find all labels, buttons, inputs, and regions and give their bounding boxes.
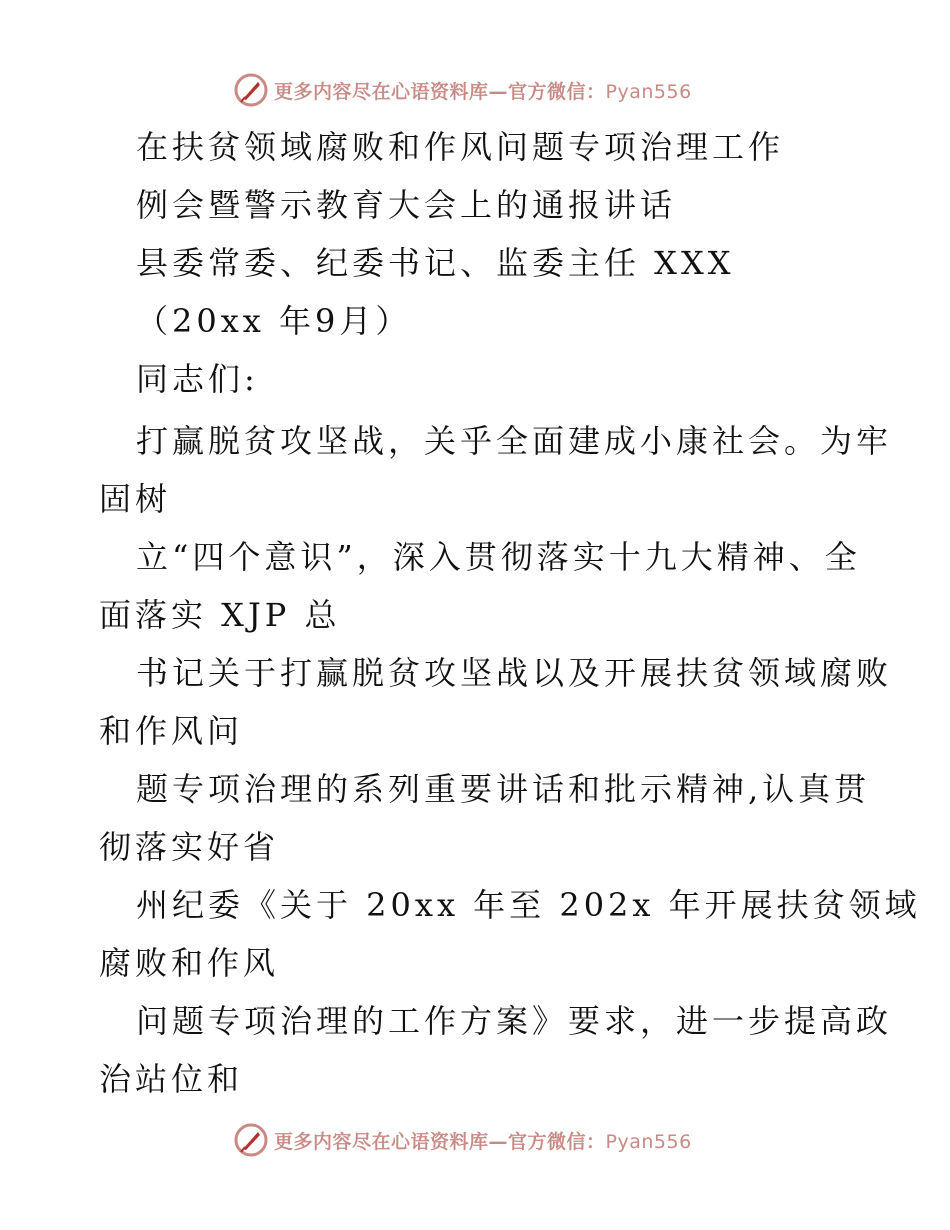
watermark-wechat-id: Pyan556	[605, 1130, 692, 1153]
body-line: 面落实 XJP 总	[99, 596, 341, 634]
watermark-text: 更多内容尽在心语资料库—官方微信：	[274, 80, 606, 103]
body-line: 打赢脱贫攻坚战，关乎全面建成小康社会。为牢	[136, 422, 893, 460]
title-line-1: 在扶贫领域腐败和作风问题专项治理工作	[136, 128, 785, 166]
quill-logo-icon	[234, 1123, 268, 1157]
body-line: 固树	[99, 480, 172, 518]
watermark-text: 更多内容尽在心语资料库—官方微信：	[274, 1130, 606, 1153]
body-line: 彻落实好省	[99, 828, 280, 866]
quill-logo-icon	[234, 73, 268, 107]
body-line: 立“四个意识”，深入贯彻落实十九大精神、全	[136, 538, 861, 576]
title-line-2: 例会暨警示教育大会上的通报讲话	[136, 186, 677, 224]
body-line: 州纪委《关于 20xx 年至 202x 年开展扶贫领域	[136, 886, 921, 924]
body-line: 书记关于打赢脱贫攻坚战以及开展扶贫领域腐败	[136, 654, 893, 692]
footer-watermark	[234, 1122, 692, 1158]
body-line: 和作风问	[99, 712, 244, 750]
date-line: （20xx 年9月）	[136, 302, 412, 340]
body-line: 腐败和作风	[99, 944, 280, 982]
body-line: 治站位和	[99, 1060, 244, 1098]
watermark-wechat-id: Pyan556	[605, 80, 692, 103]
salutation: 同志们:	[136, 360, 259, 398]
body-line: 题专项治理的系列重要讲话和批示精神,认真贯	[136, 770, 871, 808]
speaker-line: 县委常委、纪委书记、监委主任 XXX	[136, 244, 735, 282]
header-watermark	[234, 72, 692, 108]
body-line: 问题专项治理的工作方案》要求，进一步提高政	[136, 1002, 893, 1040]
